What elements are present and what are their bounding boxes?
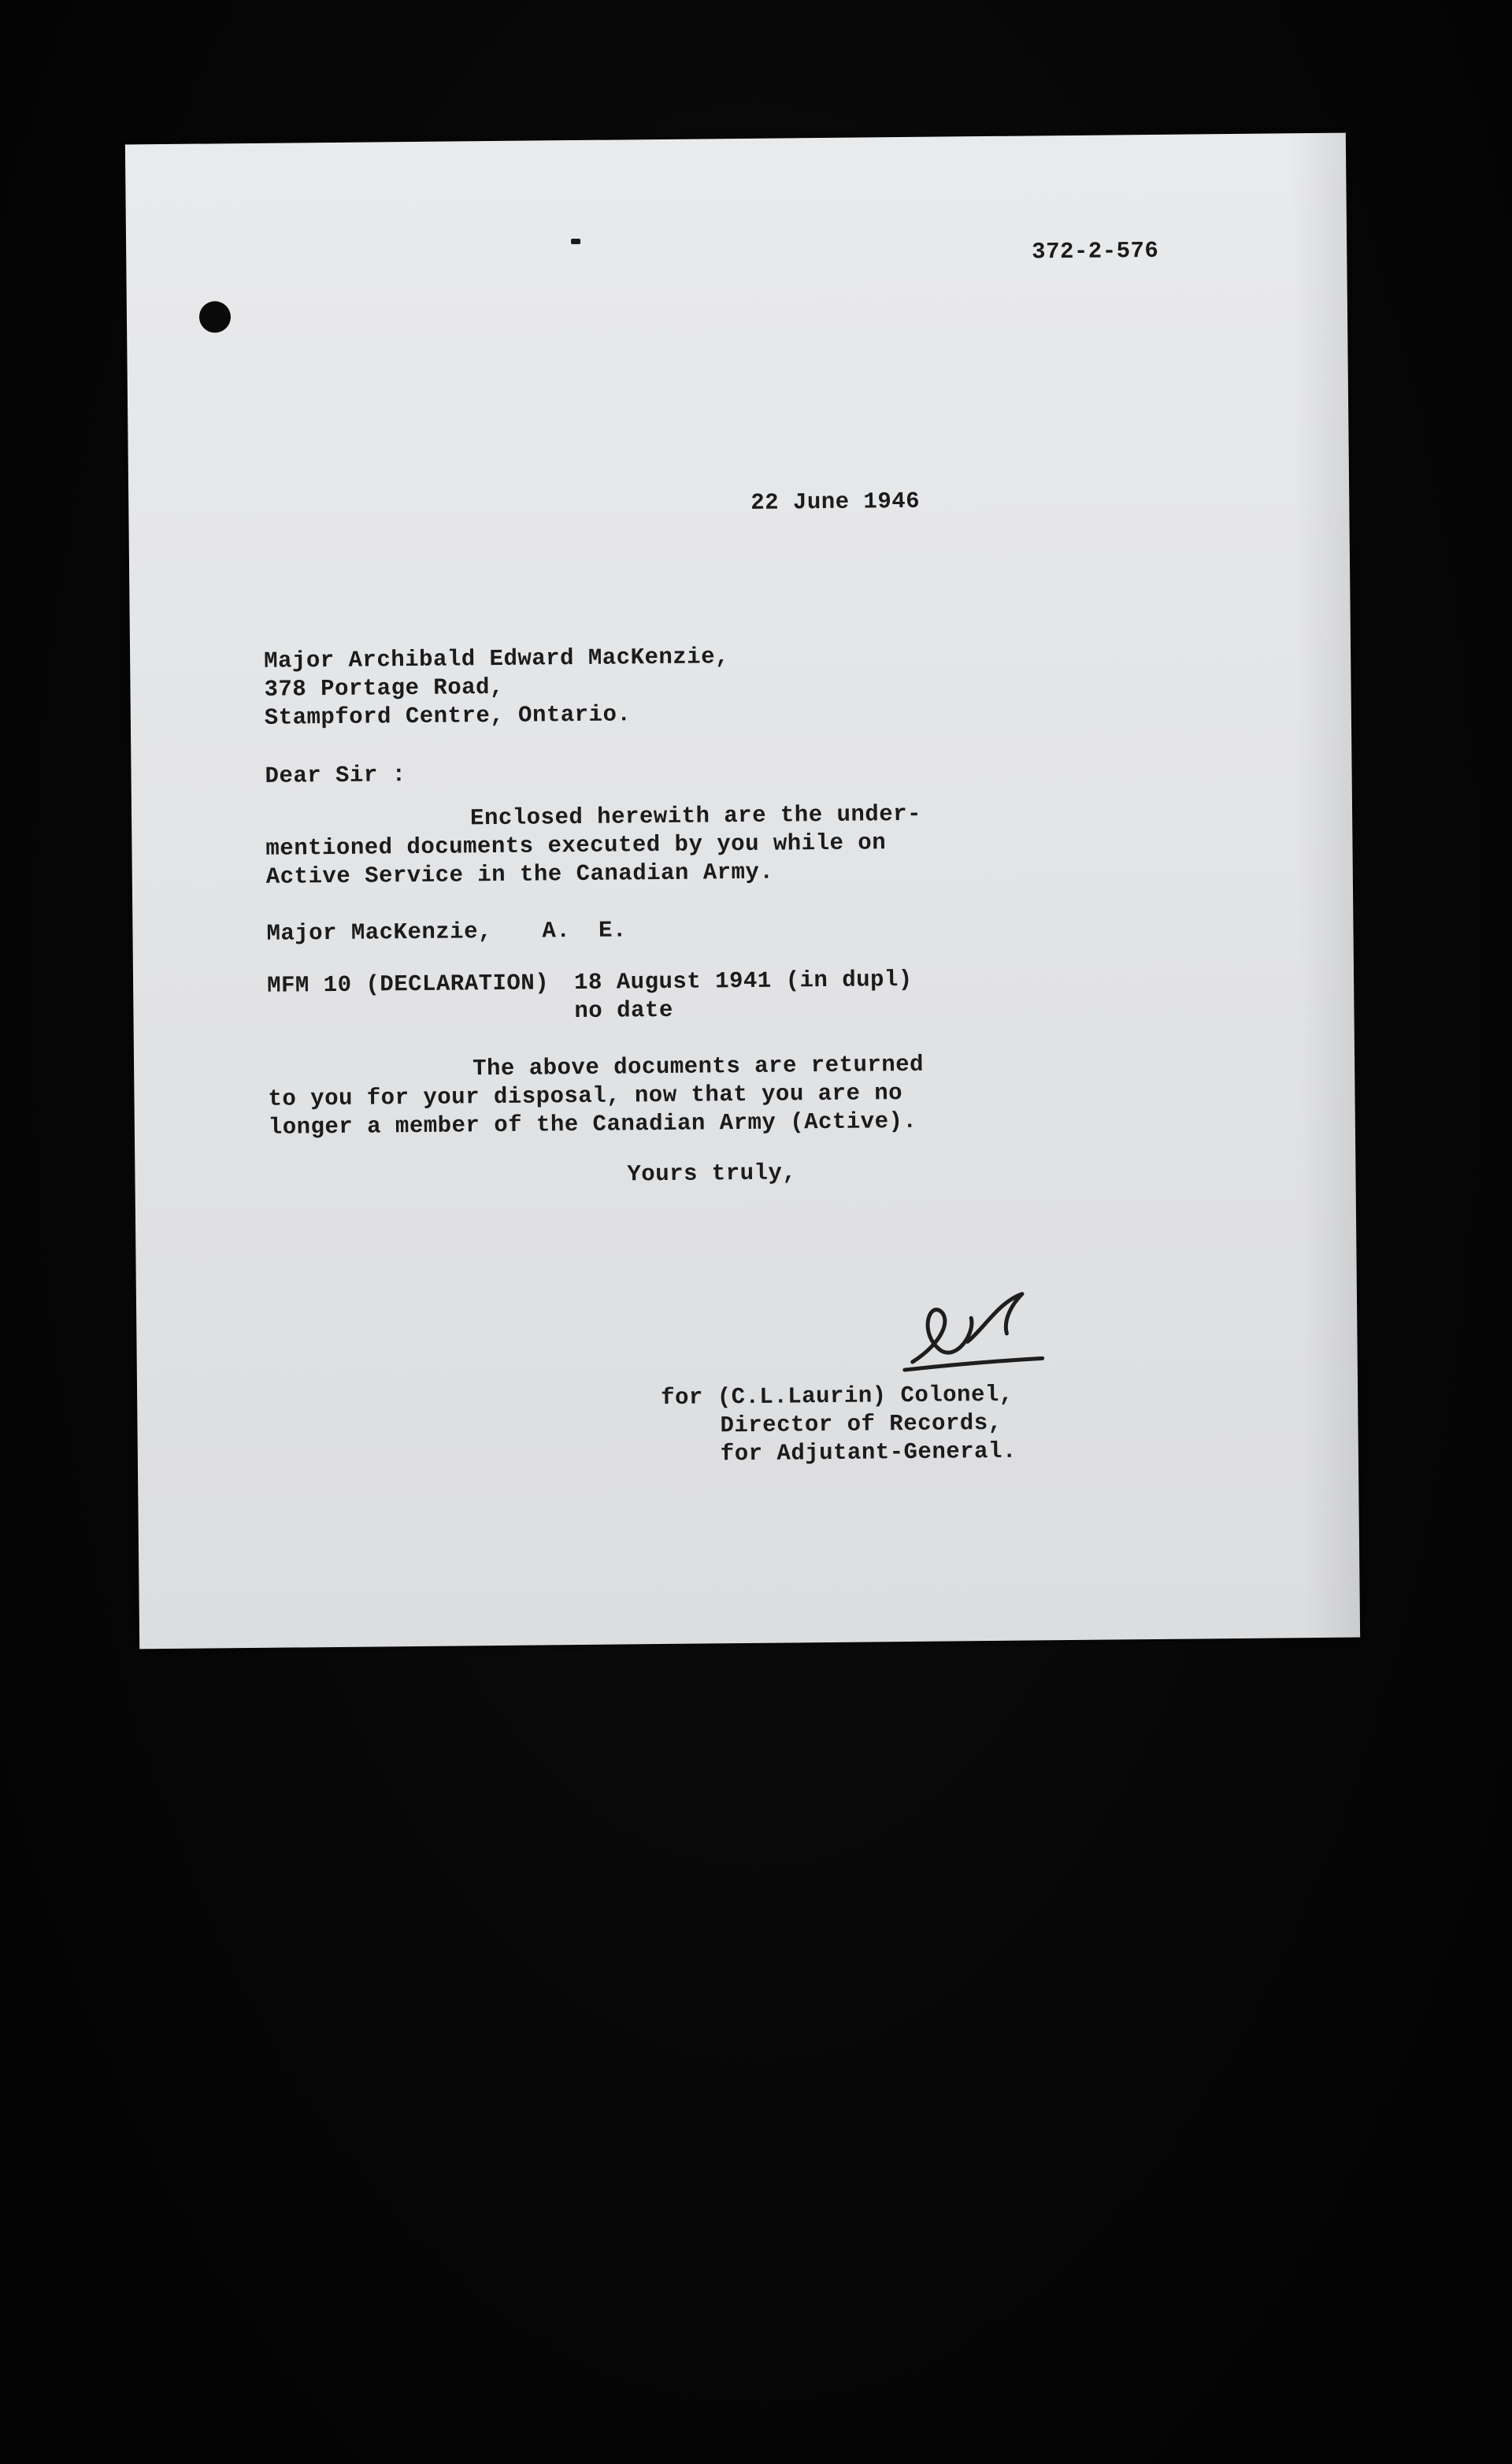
subject-name: Major MacKenzie, (266, 918, 493, 947)
subject-initials: A. E. (542, 917, 628, 944)
document-date-note: no date (574, 996, 673, 1025)
paper-speck (571, 239, 580, 244)
address-line: Major Archibald Edward MacKenzie, (264, 644, 730, 674)
signature-line: for Adjutant-General. (720, 1438, 1017, 1468)
file-number: 372-2-576 (1032, 237, 1159, 265)
body-line: The above documents are returned (472, 1051, 925, 1082)
body-line: to you for your disposal, now that you are no (268, 1080, 903, 1112)
body-line: mentioned documents executed by you while on (265, 829, 887, 862)
body-line: Enclosed herewith are the under- (469, 800, 922, 832)
closing: Yours truly, (627, 1160, 797, 1188)
letter-date: 22 June 1946 (750, 488, 921, 516)
document-date: 18 August 1941 (in dupl) (573, 966, 913, 996)
signature-line: Director of Records, (720, 1409, 1002, 1439)
letter-page (125, 133, 1360, 1649)
document-form: MFM 10 (DECLARATION) (266, 970, 550, 999)
handwritten-signature (896, 1286, 1054, 1382)
body-line: longer a member of the Canadian Army (Active). (268, 1108, 917, 1141)
address-line: Stampford Centre, Ontario. (264, 701, 632, 731)
punch-hole (199, 301, 231, 332)
body-line: Active Service in the Canadian Army. (265, 859, 774, 890)
salutation: Dear Sir : (265, 762, 406, 789)
signature-line: for (C.L.Laurin) Colonel, (661, 1381, 1014, 1412)
address-line: 378 Portage Road, (264, 674, 505, 703)
